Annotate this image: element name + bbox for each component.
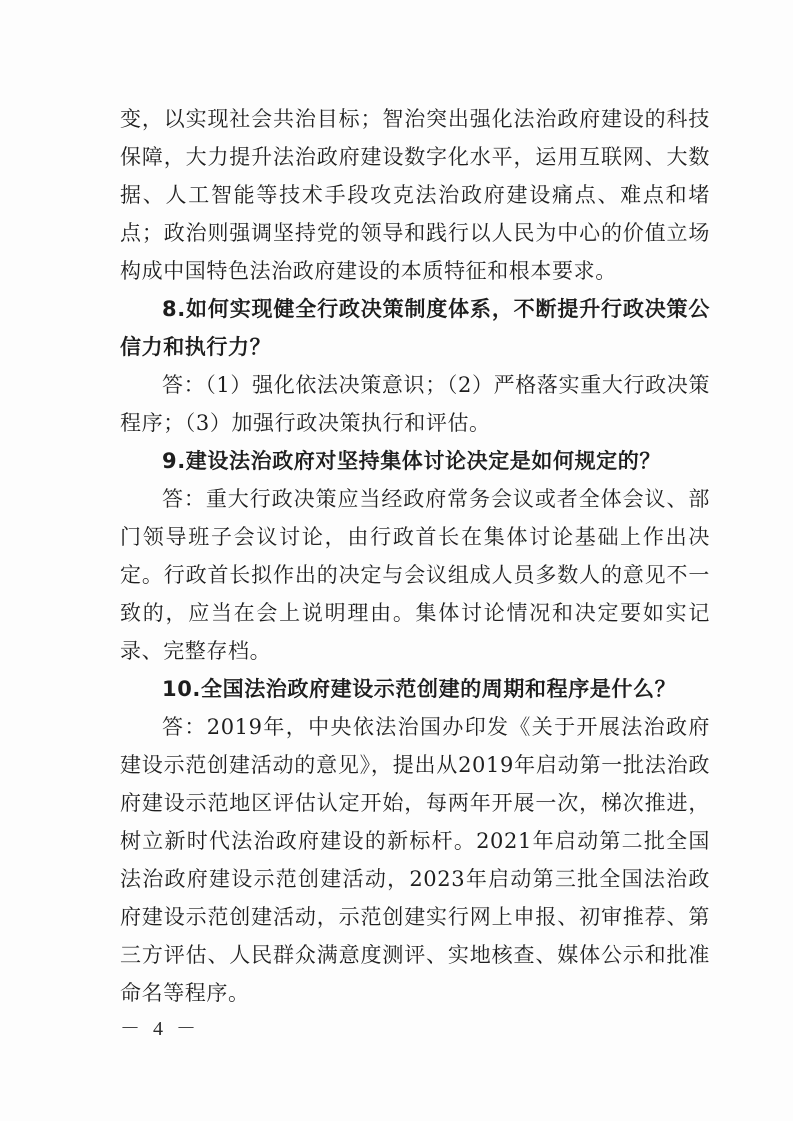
answer-paragraph-9: 答：重大行政决策应当经政府常务会议或者全体会议、部门领导班子会议讨论，由行政首长在集体讨论基础上作出决定。行政首长拟作出的决定与会议组成人员多数人的意见不一致的，应当在会上说明理由。集体讨论情况和决定要如实记录、完整存档。 bbox=[120, 487, 710, 663]
question-heading-9: 9.建设法治政府对坚持集体讨论决定是如何规定的？ bbox=[162, 449, 661, 473]
document-body bbox=[120, 100, 710, 1012]
body-paragraph: 变，以实现社会共治目标；智治突出强化法治政府建设的科技保障，大力提升法治政府建设数字化水平，运用互联网、大数据、人工智能等技术手段攻克法治政府建设痛点、难点和堵点；政治则强调坚持党的领导和践行以人民为中心的价值立场构成中国特色法治政府建设的本质特征和根本要求。 bbox=[120, 107, 710, 283]
answer-paragraph-10: 答：2019年，中央依法治国办印发《关于开展法治政府建设示范创建活动的意见》，提出从2019年启动第一批法治政府建设示范地区评估认定开始，每两年开展一次，梯次推进，树立新时代法治政府建设的新标杆。2021年启动第二批全国法治政府建设示范创建活动，2023年启动第三批全国法治政府建设示范创建活动，示范创建实行网上申报、初审推荐、第三方评估、人民群众满意度测评、实地核查、媒体公示和批准命名等程序。 bbox=[120, 715, 710, 1005]
question-heading-8: 8.如何实现健全行政决策制度体系，不断提升行政决策公信力和执行力？ bbox=[120, 297, 710, 359]
question-heading-10: 10.全国法治政府建设示范创建的周期和程序是什么？ bbox=[162, 677, 677, 701]
page-number: － 4 － bbox=[120, 1018, 200, 1040]
answer-paragraph-8: 答：（1）强化依法决策意识；（2）严格落实重大行政决策程序；（3）加强行政决策执行和评估。 bbox=[120, 373, 710, 435]
